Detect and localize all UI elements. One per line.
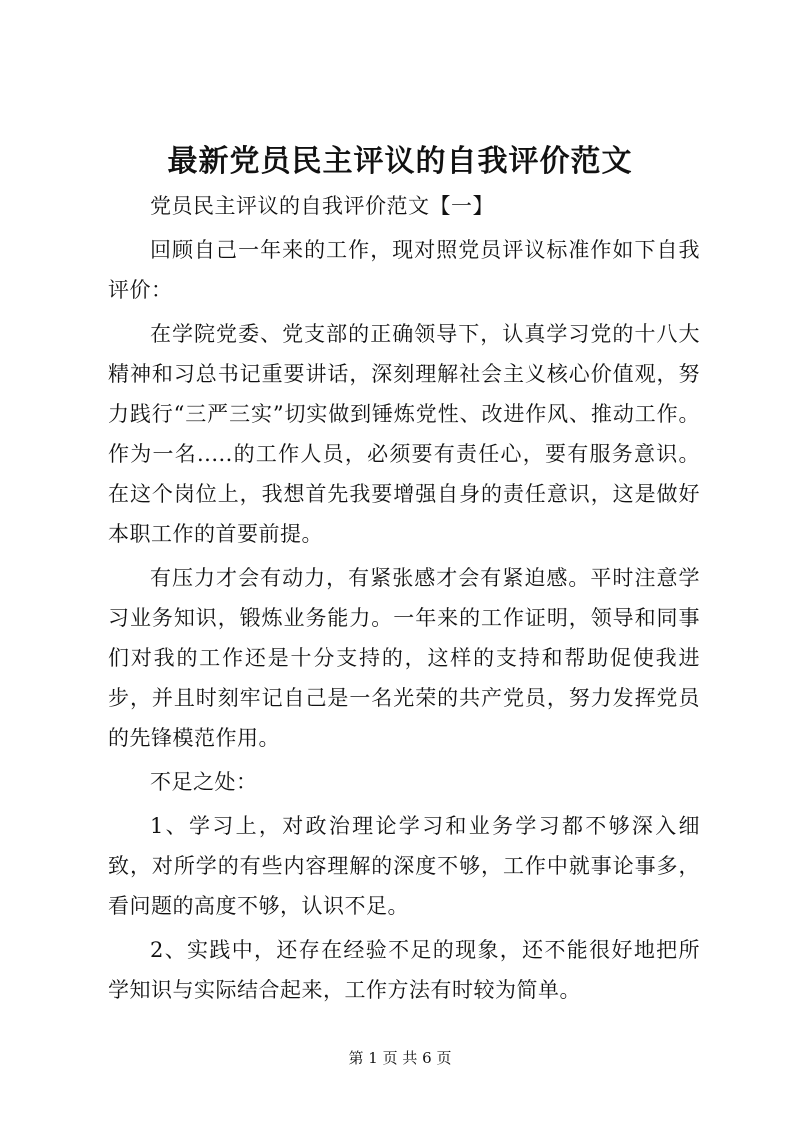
page-footer: 第 1 页 共 6 页 <box>348 1049 452 1067</box>
paragraph-shortcomings-heading: 不足之处： <box>150 770 258 794</box>
paragraph-shortcoming-1: 1、学习上，对政治理论学习和业务学习都不够深入细致，对所学的有些内容理解的深度不够，工作中就事论事多，看问题的高度不够，认识不足。 <box>108 814 700 918</box>
paragraph-motivation: 有压力才会有动力，有紧张感才会有紧迫感。平时注意学习业务知识，锻炼业务能力。一年来的工作证明，领导和同事们对我的工作还是十分支持的，这样的支持和帮助促使我进步，并且时刻牢记自己是一名光荣的共产党员，努力发挥党员的先锋模范作用。 <box>108 566 700 750</box>
paragraph-intro: 回顾自己一年来的工作，现对照党员评议标准作如下自我评价： <box>108 238 700 302</box>
paragraph-subtitle: 党员民主评议的自我评价范文【一】 <box>150 194 494 218</box>
paragraph-shortcoming-2: 2、实践中，还存在经验不足的现象，还不能很好地把所学知识与实际结合起来，工作方法有时较为简单。 <box>108 938 700 1002</box>
paragraph-leadership: 在学院党委、党支部的正确领导下，认真学习党的十八大精神和习总书记重要讲话，深刻理解社会主义核心价值观，努力践行“三严三实”切实做到锤炼党性、改进作风、推动工作。作为一名.....的工作人员，必须要有责任心，要有服务意识。在这个岗位上，我想首先我要增强自身的责任意识，这是做好本职工作的首要前提。 <box>108 322 700 546</box>
document-body <box>108 186 700 1014</box>
page-title: 最新党员民主评议的自我评价范文 <box>167 144 633 179</box>
